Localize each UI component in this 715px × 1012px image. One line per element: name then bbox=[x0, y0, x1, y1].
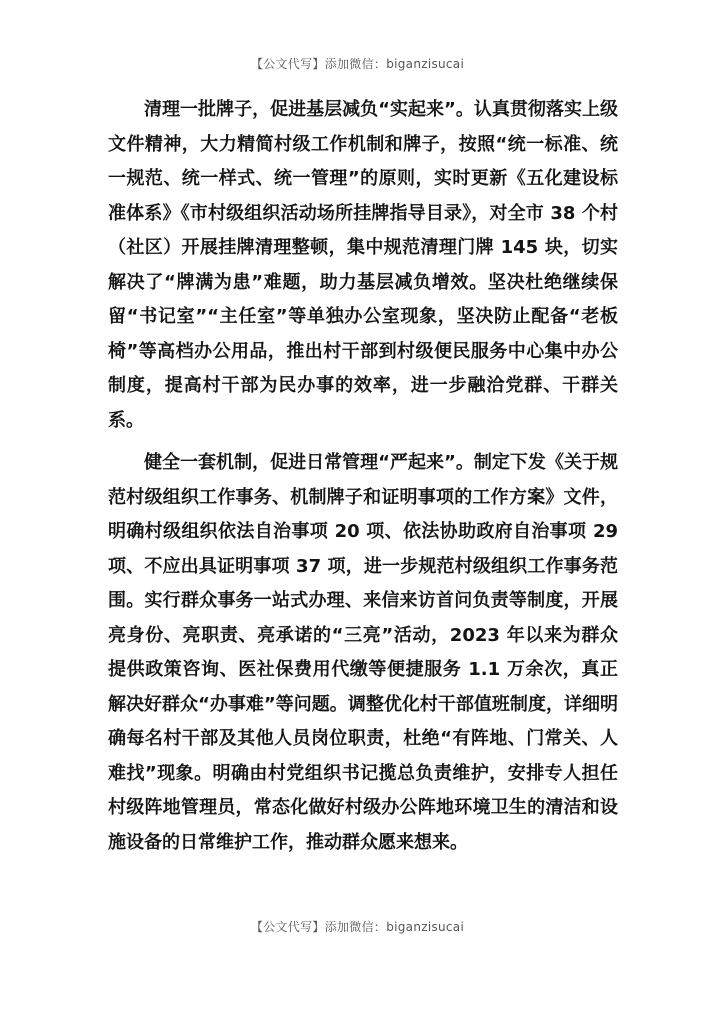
body-paragraph-2: 健全一套机制，促进日常管理“严起来”。制定下发《关于规范村级组织工作事务、机制牌子和证明事项的工作方案》文件，明确村级组织依法自治事项 20 项、依法协助政府自治事项 29 项、不应出具证明事项 37 项，进一步规范村级组织工作事务范围。实行群众事务一站式办理、来信来访首问负责等制度，开展亮身份、亮职责、亮承诺的“三亮”活动，2023 年以来为群众提供政策咨询、医社保费用代缴等便捷服务 1.1 万余次，真正解决好群众“办事难”等问题。调整优化村干部值班制度，详细明确每名村干部及其他人员岗位职责，杜绝“有阵地、门常关、人难找”现象。明确由村党组织书记揽总负责维护，安排专人担任村级阵地管理员，常态化做好村级办公阵地环境卫生的清洁和设施设备的日常维护工作，推动群众愿来想来。 bbox=[108, 452, 618, 853]
page-header-watermark: 【公文代写】添加微信：biganzisucai bbox=[250, 57, 465, 71]
page-footer-watermark: 【公文代写】添加微信：biganzisucai bbox=[250, 920, 465, 934]
body-paragraph-1: 清理一批牌子，促进基层减负“实起来”。认真贯彻落实上级文件精神，大力精简村级工作机制和牌子，按照“统一标准、统一规范、统一样式、统一管理”的原则，实时更新《五化建设标准体系》《市村级组织活动场所挂牌指导目录》，对全市 38 个村（社区）开展挂牌清理整顿，集中规范清理门牌 145 块，切实解决了“牌满为患”难题，助力基层减负增效。坚决杜绝继续保留“书记室”“主任室”等单独办公室现象，坚决防止配备“老板椅”等高档办公用品，推出村干部到村级便民服务中心集中办公制度，提高村干部为民办事的效率，进一步融洽党群、干群关系。 bbox=[108, 99, 618, 431]
document-body bbox=[108, 93, 618, 868]
